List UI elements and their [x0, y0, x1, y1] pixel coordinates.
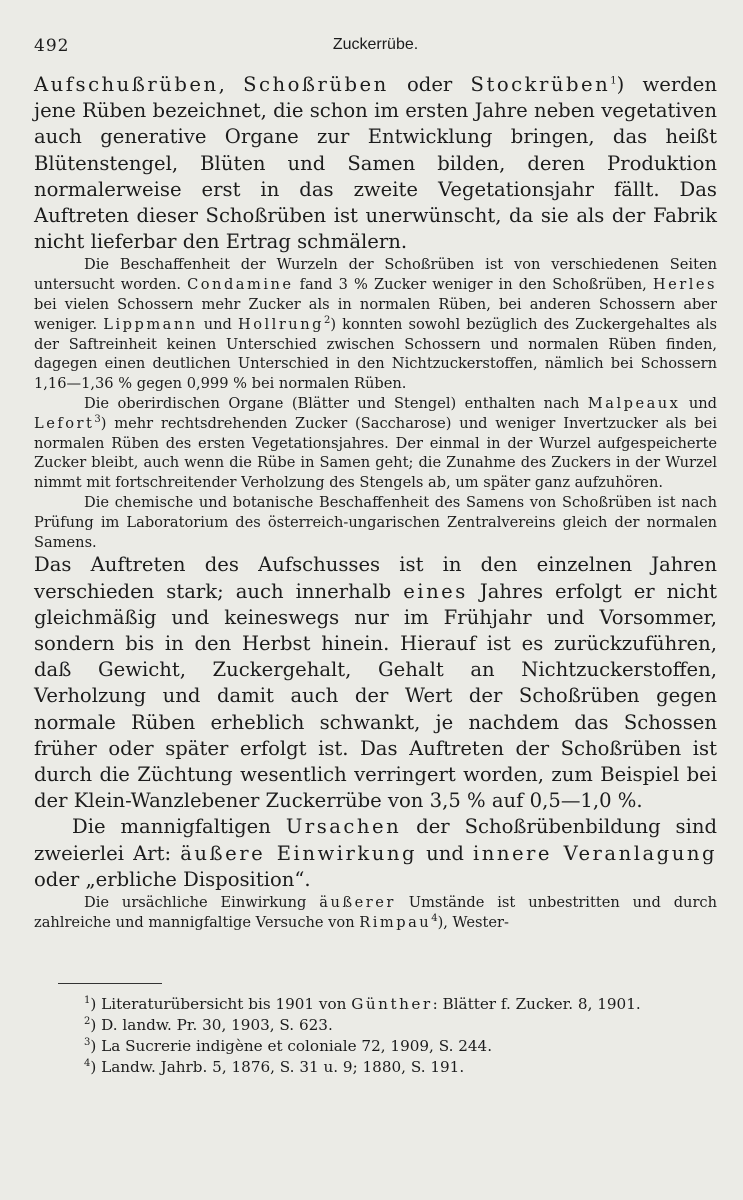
author-lippmann: Lippmann — [103, 315, 198, 333]
footnote-3: $^3$) La Sucrerie indigène et coloniale 72, 1909, S. 244. — [84, 1036, 493, 1055]
term-aufschussrueben: Aufschußrüben — [34, 73, 219, 96]
footnote-mark: 1 — [84, 994, 91, 1006]
footnote-separator — [58, 983, 162, 984]
paragraph-causes: Die mannigfaltigen Ursachen der Schoßrübenbildung sind zweierlei Art: äußere Einwirkung und innere Veranlagung oder „erbliche Disposition“. — [34, 815, 718, 891]
emphasis-eines: eines — [403, 579, 468, 603]
paragraph-occurrence: Das Auftreten des Aufschusses ist in den einzelnen Jahren verschieden stark; auch innerhalb eines Jahres erfolgt er nicht gleichmäßig und keineswegs nur im Frühjahr und Vorsommer, sondern bis in den Herbst hinein. Hierauf ist es zurückzuführen, daß Gewicht, Zuckergehalt, Gehalt an Nichtzuckerstoffen, Verholzung und damit auch der Wert der Schoßrüben gegen normale Rüben erheblich schwankt, je nachdem das Schossen früher oder später erfolgt ist. Das Auftreten der Schoßrüben ist durch die Züchtung wesentlich verringert worden, zum Beispiel bei der Klein-Wanzlebener Zuckerrübe von 3,5 % auf 0,5—1,0 %. — [34, 553, 717, 813]
term-stockrueben: Stockrüben — [470, 73, 611, 96]
footnote-ref-3: 3 — [94, 413, 101, 425]
paragraph-above-ground-organs: Die oberirdischen Organe (Blätter und Stengel) enthalten nach Malpeaux und Lefort$^3$) mehr rechtsdrehenden Zucker (Saccharose) und weniger Invertzucker als bei normalen Rüben des ersten Vegetationsjahres. Der einmal in der Wurzel aufgespeicherte Zucker bleibt, auch wenn die Rübe in Samen geht; die Zunahme des Zuckers in der Wurzel nimmt mit fortschreitender Verholzung des Stengels ab, um später ganz aufzuhören. — [34, 395, 718, 492]
footnote-4: $^4$) Landw. Jahrb. 5, 1876, S. 31 u. 9; 1880, S. 191. — [84, 1057, 465, 1076]
emphasis-aeusserer: äußerer — [319, 894, 396, 912]
page-number: 492 — [34, 36, 70, 56]
footnote-mark: 2 — [84, 1015, 91, 1027]
paragraph-external-influence: Die ursächliche Einwirkung äußerer Umstände ist unbestritten und durch zahlreiche und mannigfaltige Versuche von Rimpau$^4$), Wester- — [34, 894, 717, 931]
footnote-mark: 4 — [84, 1057, 91, 1069]
author-hollrung: Hollrung — [237, 315, 324, 333]
paragraph-definition: Aufschußrüben, Schoßrüben oder Stockrüben$^1$) werden jene Rüben bezeichnet, die schon im ersten Jahre neben vegetativen auch generative Organe zur Entwicklung bringen, das heißt Blütenstengel, Blüten und Samen bilden, deren Produktion normalerweise erst in das zweite Vegetationsjahr fällt. Das Auftreten dieser Schoßrüben ist unerwünscht, da sie als der Fabrik nicht lieferbar den Ertrag schmälern. — [34, 73, 717, 254]
footnote-1: $^1$) Literaturübersicht bis 1901 von Günther: Blätter f. Zucker. 8, 1901. — [84, 994, 641, 1013]
emphasis-innere-veranlagung: innere Veranlagung — [472, 841, 717, 865]
paragraph-root-composition: Die Beschaffenheit der Wurzeln der Schoßrüben ist von verschiedenen Seiten untersucht worden. Condamine fand 3 % Zucker weniger in den Schoßrüben, Herles bei vielen Schossern mehr Zucker als in normalen Rüben, bei anderen Schossern aber weniger. Lippmann und Hollrung$^2$) konnten sowohl bezüglich des Zuckergehaltes als der Saftreinheit keinen Unterschied zwischen Schossern und normalen Rüben finden, dagegen einen deutlichen Unterschied in den Nichtzuckerstoffen, nämlich bei Schossern 1,16—1,36 % gegen 0,999 % bei normalen Rüben. — [34, 256, 718, 393]
page-header — [34, 36, 717, 66]
paragraph-seed-composition: Die chemische und botanische Beschaffenheit des Samens von Schoßrüben ist nach Prüfung im Laboratorium des österreich-ungarischen Zentralvereins gleich der normalen Samens. — [34, 493, 717, 551]
author-guenther: Günther — [351, 994, 433, 1013]
author-lefort: Lefort — [34, 414, 95, 432]
emphasis-ursachen: Ursachen — [285, 815, 402, 839]
footnote-ref-4: 4 — [431, 912, 438, 924]
footnote-ref-1: 1 — [610, 75, 617, 87]
footnote-ref-2: 2 — [323, 314, 331, 326]
author-malpeaux: Malpeaux — [587, 395, 681, 412]
footnote-mark: 3 — [84, 1036, 91, 1048]
footnotes — [34, 994, 717, 1078]
author-rimpau: Rimpau — [359, 913, 432, 931]
running-title: Zuckerrübe. — [332, 36, 419, 53]
author-herles: Herles — [652, 276, 717, 294]
author-condamine: Condamine — [187, 276, 294, 294]
footnote-2: $^2$) D. landw. Pr. 30, 1903, S. 623. — [84, 1015, 333, 1034]
emphasis-aeussere-einwirkung: äußere Einwirkung — [180, 841, 417, 865]
term-schossrueben: Schoßrüben — [243, 73, 389, 96]
